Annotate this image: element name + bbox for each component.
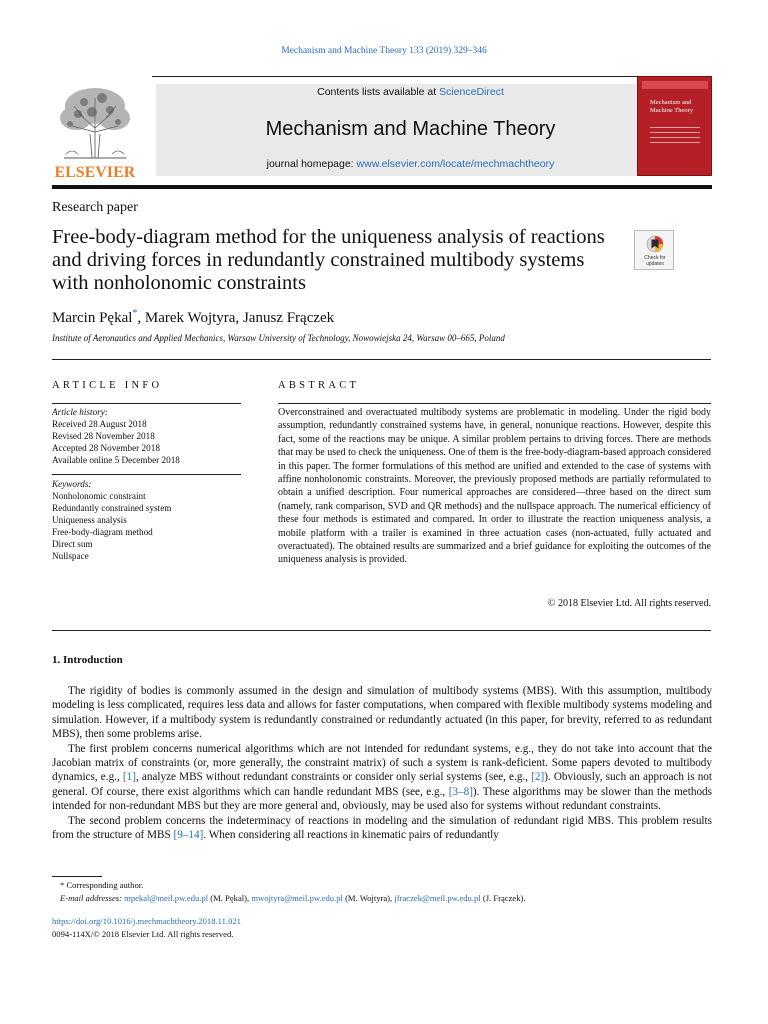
history-received: Received 28 August 2018 bbox=[52, 419, 147, 429]
keywords bbox=[52, 478, 241, 562]
masthead-center bbox=[156, 84, 665, 176]
check-updates-label: Check for updates bbox=[644, 255, 666, 267]
paper-type: Research paper bbox=[52, 200, 138, 215]
keyword-item: Free-body-diagram method bbox=[52, 527, 153, 537]
section-heading-introduction: 1. Introduction bbox=[52, 654, 123, 666]
elsevier-tree-icon bbox=[54, 84, 136, 160]
text-run: . When considering all reactions in kinematic pairs of redundantly bbox=[203, 829, 499, 842]
intro-paragraph-3 bbox=[52, 814, 712, 843]
keyword-item: Nullspace bbox=[52, 551, 89, 561]
masthead-bottom-rule bbox=[52, 185, 712, 189]
article-info-heading: ARTICLE INFO bbox=[52, 380, 163, 391]
text-run: The second problem concerns the indeterminacy of reactions in modeling and the simulation of redundant rigid MBS. This problem results from the structure of MBS bbox=[52, 814, 712, 842]
check-for-updates-button[interactable] bbox=[634, 230, 674, 270]
cover-title: Mechanism and Machine Theory bbox=[650, 99, 694, 114]
abstract-text: Overconstrained and overactuated multibody systems are problematic in modeling. Under the rigid body assumption, redundantly constrained systems have, in general, nonunique reactions. However, despite this fact, some of the reactions may be unique. A similar problem pertains to driving forces. There are methods that may be used to check the uniqueness. One of them is the free-body-diagram-based approach considered in this paper. The former formulations of this method are unified and extended to the case of systems with affine nonholonomic constraints. Moreover, the previously proposed methods are partially reformulated to obtain a unified description. Four numerical approaches are considered—three based on the direct sum (namely, rank comparison, SVD and QR methods) and the nullspace approach. The numerical efficiency of these four methods is estimated and compared. In order to illustrate the reaction uniqueness analysis, a mobile platform with a trailer is examined in three actuation cases (non-actuated, fully actuated and overactuated). The obtained results are summarized and a brief guidance for exploiting the outcomes of the uniqueness analysis is provided. bbox=[278, 407, 711, 566]
masthead-top-rule bbox=[152, 76, 665, 77]
journal-homepage-link[interactable]: www.elsevier.com/locate/mechmachtheory bbox=[356, 158, 555, 170]
journal-masthead bbox=[52, 76, 712, 188]
corresponding-author-note: * Corresponding author. bbox=[60, 880, 144, 890]
paper-title: Free-body-diagram method for the uniqueness analysis of reactions and driving forces in redundantly constrained multibody systems with nonholonomic constraints bbox=[52, 226, 605, 294]
abstract-rule bbox=[278, 403, 711, 404]
keywords-label: Keywords: bbox=[52, 479, 92, 489]
journal-name[interactable]: Mechanism and Machine Theory bbox=[265, 118, 556, 140]
sciencedirect-link[interactable]: ScienceDirect bbox=[439, 86, 504, 98]
homepage-prefix: journal homepage: bbox=[266, 158, 357, 170]
cover-text-lines bbox=[650, 127, 700, 157]
history-online: Available online 5 December 2018 bbox=[52, 455, 180, 465]
doi-link[interactable]: https://doi.org/10.1016/j.mechmachtheory.2018.11.021 bbox=[52, 916, 241, 926]
email-link[interactable]: jfraczek@meil.pw.edu.pl bbox=[394, 892, 481, 903]
affiliation: Institute of Aeronautics and Applied Mechanics, Warsaw University of Technology, Nowowiejska 24, Warsaw 00–665, Poland bbox=[52, 333, 505, 343]
history-revised: Revised 28 November 2018 bbox=[52, 431, 155, 441]
contents-prefix: Contents lists available at bbox=[317, 86, 440, 98]
cover-band bbox=[642, 81, 708, 89]
history-accepted: Accepted 28 November 2018 bbox=[52, 443, 160, 453]
elsevier-wordmark: ELSEVIER bbox=[54, 164, 136, 181]
citation-link[interactable]: [9–14] bbox=[173, 829, 204, 842]
email-owner: (M. Pękal), bbox=[208, 892, 252, 903]
abstract-copyright: © 2018 Elsevier Ltd. All rights reserved. bbox=[547, 598, 711, 609]
email-label: E-mail addresses: bbox=[60, 892, 122, 903]
author-list bbox=[52, 308, 334, 327]
journal-cover-image[interactable] bbox=[637, 76, 712, 176]
corresponding-author-mark[interactable]: * bbox=[132, 308, 138, 319]
abstract-heading: ABSTRACT bbox=[278, 380, 360, 391]
author-separator: , bbox=[137, 310, 145, 326]
article-info-rule bbox=[52, 403, 241, 404]
email-addresses bbox=[52, 892, 712, 905]
text-run: , analyze MBS without redundant constraints or consider only serial systems (see, e.g., bbox=[135, 771, 532, 784]
email-owner: (J. Frączek). bbox=[480, 892, 526, 903]
intro-paragraph-2 bbox=[52, 742, 712, 814]
homepage-line bbox=[156, 158, 665, 170]
keyword-item: Redundantly constrained system bbox=[52, 503, 172, 513]
abstract-divider bbox=[52, 630, 711, 631]
author-name[interactable]: Marek Wojtyra bbox=[144, 310, 236, 326]
text-run: ). Obviously, such an approach is not general. Of course, there exist algorithms which can handle redundant MBS (see, e.g., bbox=[52, 771, 713, 798]
citation-link[interactable]: [2] bbox=[531, 771, 545, 784]
journal-reference-link[interactable]: Mechanism and Machine Theory 133 (2019) 329–346 bbox=[281, 46, 487, 56]
text-run: ). These algorithms may be slower than the methods intended for non-redundant MBS but they are more general and, obviously, may be used also for systems without redundant constraints. bbox=[52, 785, 712, 813]
header-divider bbox=[52, 359, 711, 360]
email-link[interactable]: mwojtyra@meil.pw.edu.pl bbox=[251, 892, 343, 903]
check-updates-icon bbox=[646, 235, 664, 253]
keywords-rule bbox=[52, 474, 241, 475]
contents-line bbox=[156, 86, 665, 98]
footnotes bbox=[52, 879, 712, 904]
author-name[interactable]: Marcin Pękal bbox=[52, 310, 133, 326]
text-run: The first problem concerns numerical algorithms which are not intended for redundant systems, e.g., they do not take into account that the Jacobian matrix of constraints (or, more generally, the constraint matrix) of such a system is rank-deficient. Some papers devoted to multibody dynamics, e.g., bbox=[52, 742, 712, 784]
email-owner: (M. Wojtyra), bbox=[342, 892, 395, 903]
intro-paragraph-1: The rigidity of bodies is commonly assumed in the design and simulation of multibody systems (MBS). With this assumption, multibody modeling is less complicated, requires less data and allows for faster computations, when compared with flexible multibody systems modeling and simulation. However, if a multibody system is redundantly constrained or redundantly actuated (in this paper, for brevity, referred to as redundant MBS), then some problems arise. bbox=[52, 685, 712, 741]
article-history bbox=[52, 406, 241, 466]
author-name[interactable]: Janusz Frączek bbox=[242, 310, 335, 326]
citation-link[interactable]: [3–8] bbox=[448, 785, 473, 798]
keyword-item: Uniqueness analysis bbox=[52, 515, 127, 525]
citation-link[interactable]: [1] bbox=[122, 771, 136, 784]
keyword-item: Nonholonomic constraint bbox=[52, 491, 146, 501]
history-label: Article history: bbox=[52, 407, 108, 417]
article-metadata bbox=[52, 915, 241, 940]
issn-line: 0094-114X/© 2018 Elsevier Ltd. All rights reserved. bbox=[52, 928, 234, 939]
introduction-body bbox=[52, 684, 712, 842]
author-separator: , bbox=[235, 310, 243, 326]
email-link[interactable]: mpekal@meil.pw.edu.pl bbox=[124, 892, 209, 903]
elsevier-logo[interactable] bbox=[52, 82, 138, 182]
keyword-item: Direct sum bbox=[52, 539, 93, 549]
footnote-rule bbox=[52, 876, 102, 877]
